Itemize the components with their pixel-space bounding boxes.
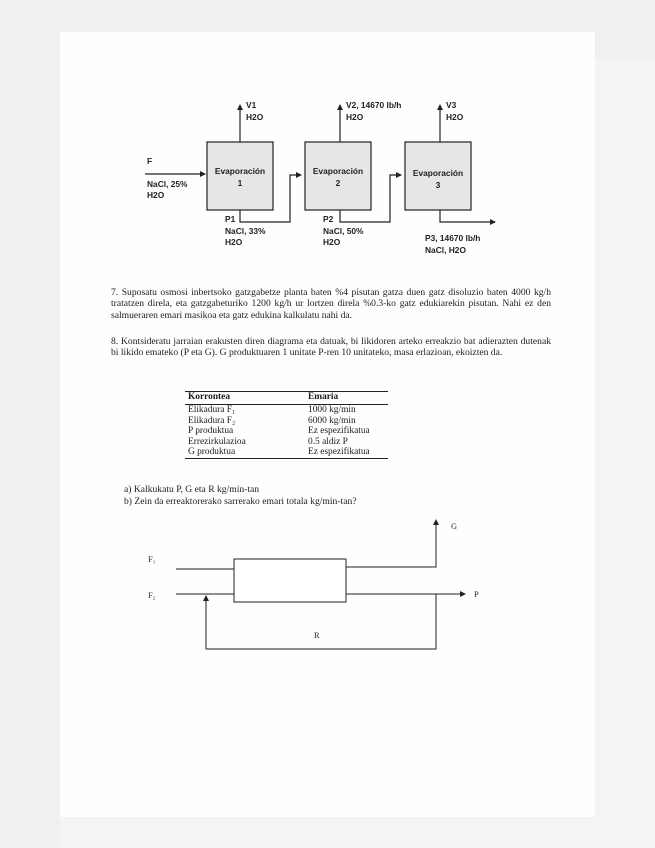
table-row bbox=[185, 405, 388, 416]
table-row bbox=[185, 447, 388, 458]
product-1-nacl: NaCl, 33% bbox=[225, 226, 266, 236]
table-cell: 1000 kg/min bbox=[308, 405, 356, 415]
product-2-nacl: NaCl, 50% bbox=[323, 226, 364, 236]
question-b: b) Zein da erreaktorerako sarrerako emari totala kg/min-tan? bbox=[124, 495, 357, 507]
vapor-3-composition: H2O bbox=[446, 112, 464, 122]
column-header-stream: Korrontea bbox=[185, 392, 305, 405]
table-cell: 0.5 aldiz P bbox=[308, 436, 348, 447]
table-cell: Ez espezifikatua bbox=[308, 426, 370, 437]
table-cell: G produktua bbox=[185, 447, 305, 458]
product-1-label: P1 bbox=[225, 214, 236, 224]
table-header-row bbox=[185, 392, 388, 405]
vapor-3-label: V3 bbox=[446, 100, 457, 110]
table-row bbox=[185, 426, 388, 437]
product-2-label: P2 bbox=[323, 214, 334, 224]
evaporator-3-title: Evaporación bbox=[412, 168, 464, 178]
product-1-water: H2O bbox=[225, 237, 243, 247]
vapor-1-label: V1 bbox=[246, 100, 257, 110]
product-3-composition: NaCl, H2O bbox=[425, 245, 466, 255]
evaporator-1 bbox=[207, 142, 273, 210]
table-row bbox=[185, 437, 388, 448]
table-cell: 6000 kg/min bbox=[308, 415, 356, 426]
evaporator-2 bbox=[305, 142, 371, 210]
stream-r-label: R bbox=[314, 631, 320, 640]
vapor-1-composition: H2O bbox=[246, 112, 264, 122]
problem-8-text: 8. Kontsideratu jarraian erakusten diren diagrama eta datuak, bi likidoren arteko erreakzio bat adierazten dutenak bi likido emateko (P eta G). G produktuaren 1 unitate P-ren 10 unitateko, masa erlazioan, ekoizten da. bbox=[111, 336, 551, 359]
left-margin bbox=[0, 0, 60, 848]
evaporator-3-number: 3 bbox=[435, 180, 441, 190]
stream-table bbox=[185, 391, 388, 459]
table-cell: P produktua bbox=[188, 426, 234, 437]
table-cell: Ez espezifikatua bbox=[305, 447, 388, 458]
feed-nacl: NaCl, 25% bbox=[147, 179, 188, 189]
column-header-flow: Emaria bbox=[305, 392, 388, 405]
table-cell: Errezirkulazioa bbox=[188, 436, 246, 447]
stream-f2-label: F₂ bbox=[148, 591, 156, 600]
reactor-diagram bbox=[140, 515, 500, 655]
stream-f1-label: F₁ bbox=[148, 555, 156, 564]
feed-water: H2O bbox=[147, 190, 165, 200]
table-cell: Elikadura F₁ bbox=[188, 405, 236, 415]
table-row bbox=[185, 416, 388, 427]
product-3-label: P3, 14670 lb/h bbox=[425, 233, 481, 243]
product-2-water: H2O bbox=[323, 237, 341, 247]
stream-p-label: P bbox=[474, 590, 479, 599]
table-cell: Elikadura F₂ bbox=[188, 415, 236, 426]
evaporator-2-number: 2 bbox=[335, 178, 341, 188]
vapor-2-composition: H2O bbox=[346, 112, 364, 122]
problem-7-text: 7. Suposatu osmosi inbertsoko gatzgabetze planta baten %4 pisutan gatza duen gatz disoluzio baten 4000 kg/h tratatzen direla, eta gatzgabeturiko 1200 kg/h ur lortzen direla %0.3-ko gatz edukiarekin pisutan. Nahi ez den salmueraren emari masikoa eta gatz edukina kalkulatu nahi da. bbox=[111, 287, 551, 321]
evaporator-1-number: 1 bbox=[237, 178, 243, 188]
question-list bbox=[124, 484, 357, 507]
evaporator-2-title: Evaporación bbox=[312, 166, 364, 176]
evaporator-1-title: Evaporación bbox=[214, 166, 266, 176]
evaporator-diagram bbox=[135, 95, 515, 265]
stream-g-label: G bbox=[451, 522, 458, 531]
question-a: a) Kalkukatu P, G eta R kg/min-tan bbox=[124, 484, 260, 495]
vapor-2-label: V2, 14670 lb/h bbox=[346, 100, 402, 110]
feed-label: F bbox=[147, 156, 153, 166]
reactor-box bbox=[234, 559, 346, 602]
